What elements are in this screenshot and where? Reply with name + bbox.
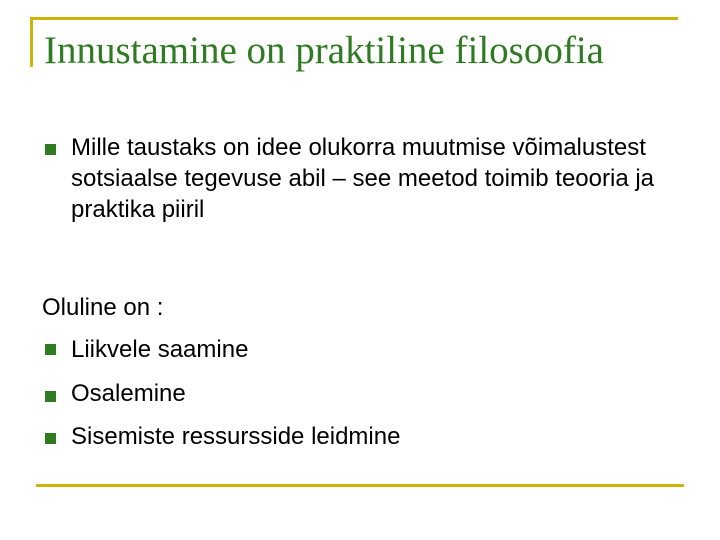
square-bullet-icon <box>45 144 56 155</box>
list-item: Sisemiste ressursside leidmine <box>71 423 401 450</box>
frame-bottom-line <box>36 484 684 487</box>
list-item: Liikvele saamine <box>71 336 249 363</box>
intro-text: Oluline on : <box>42 294 164 321</box>
square-bullet-icon <box>45 433 56 444</box>
slide-title: Innustamine on praktiline filosoofia <box>44 29 604 72</box>
square-bullet-icon <box>45 344 56 355</box>
list-item: Osalemine <box>71 380 186 407</box>
main-bullet-text: Mille taustaks on idee olukorra muutmise võimalustest sotsiaalse tegevuse abil – see meetod toimib teooria ja praktika piiril <box>71 134 655 223</box>
frame-top-line <box>30 17 678 20</box>
square-bullet-icon <box>45 391 56 402</box>
frame-left-line <box>30 17 33 67</box>
